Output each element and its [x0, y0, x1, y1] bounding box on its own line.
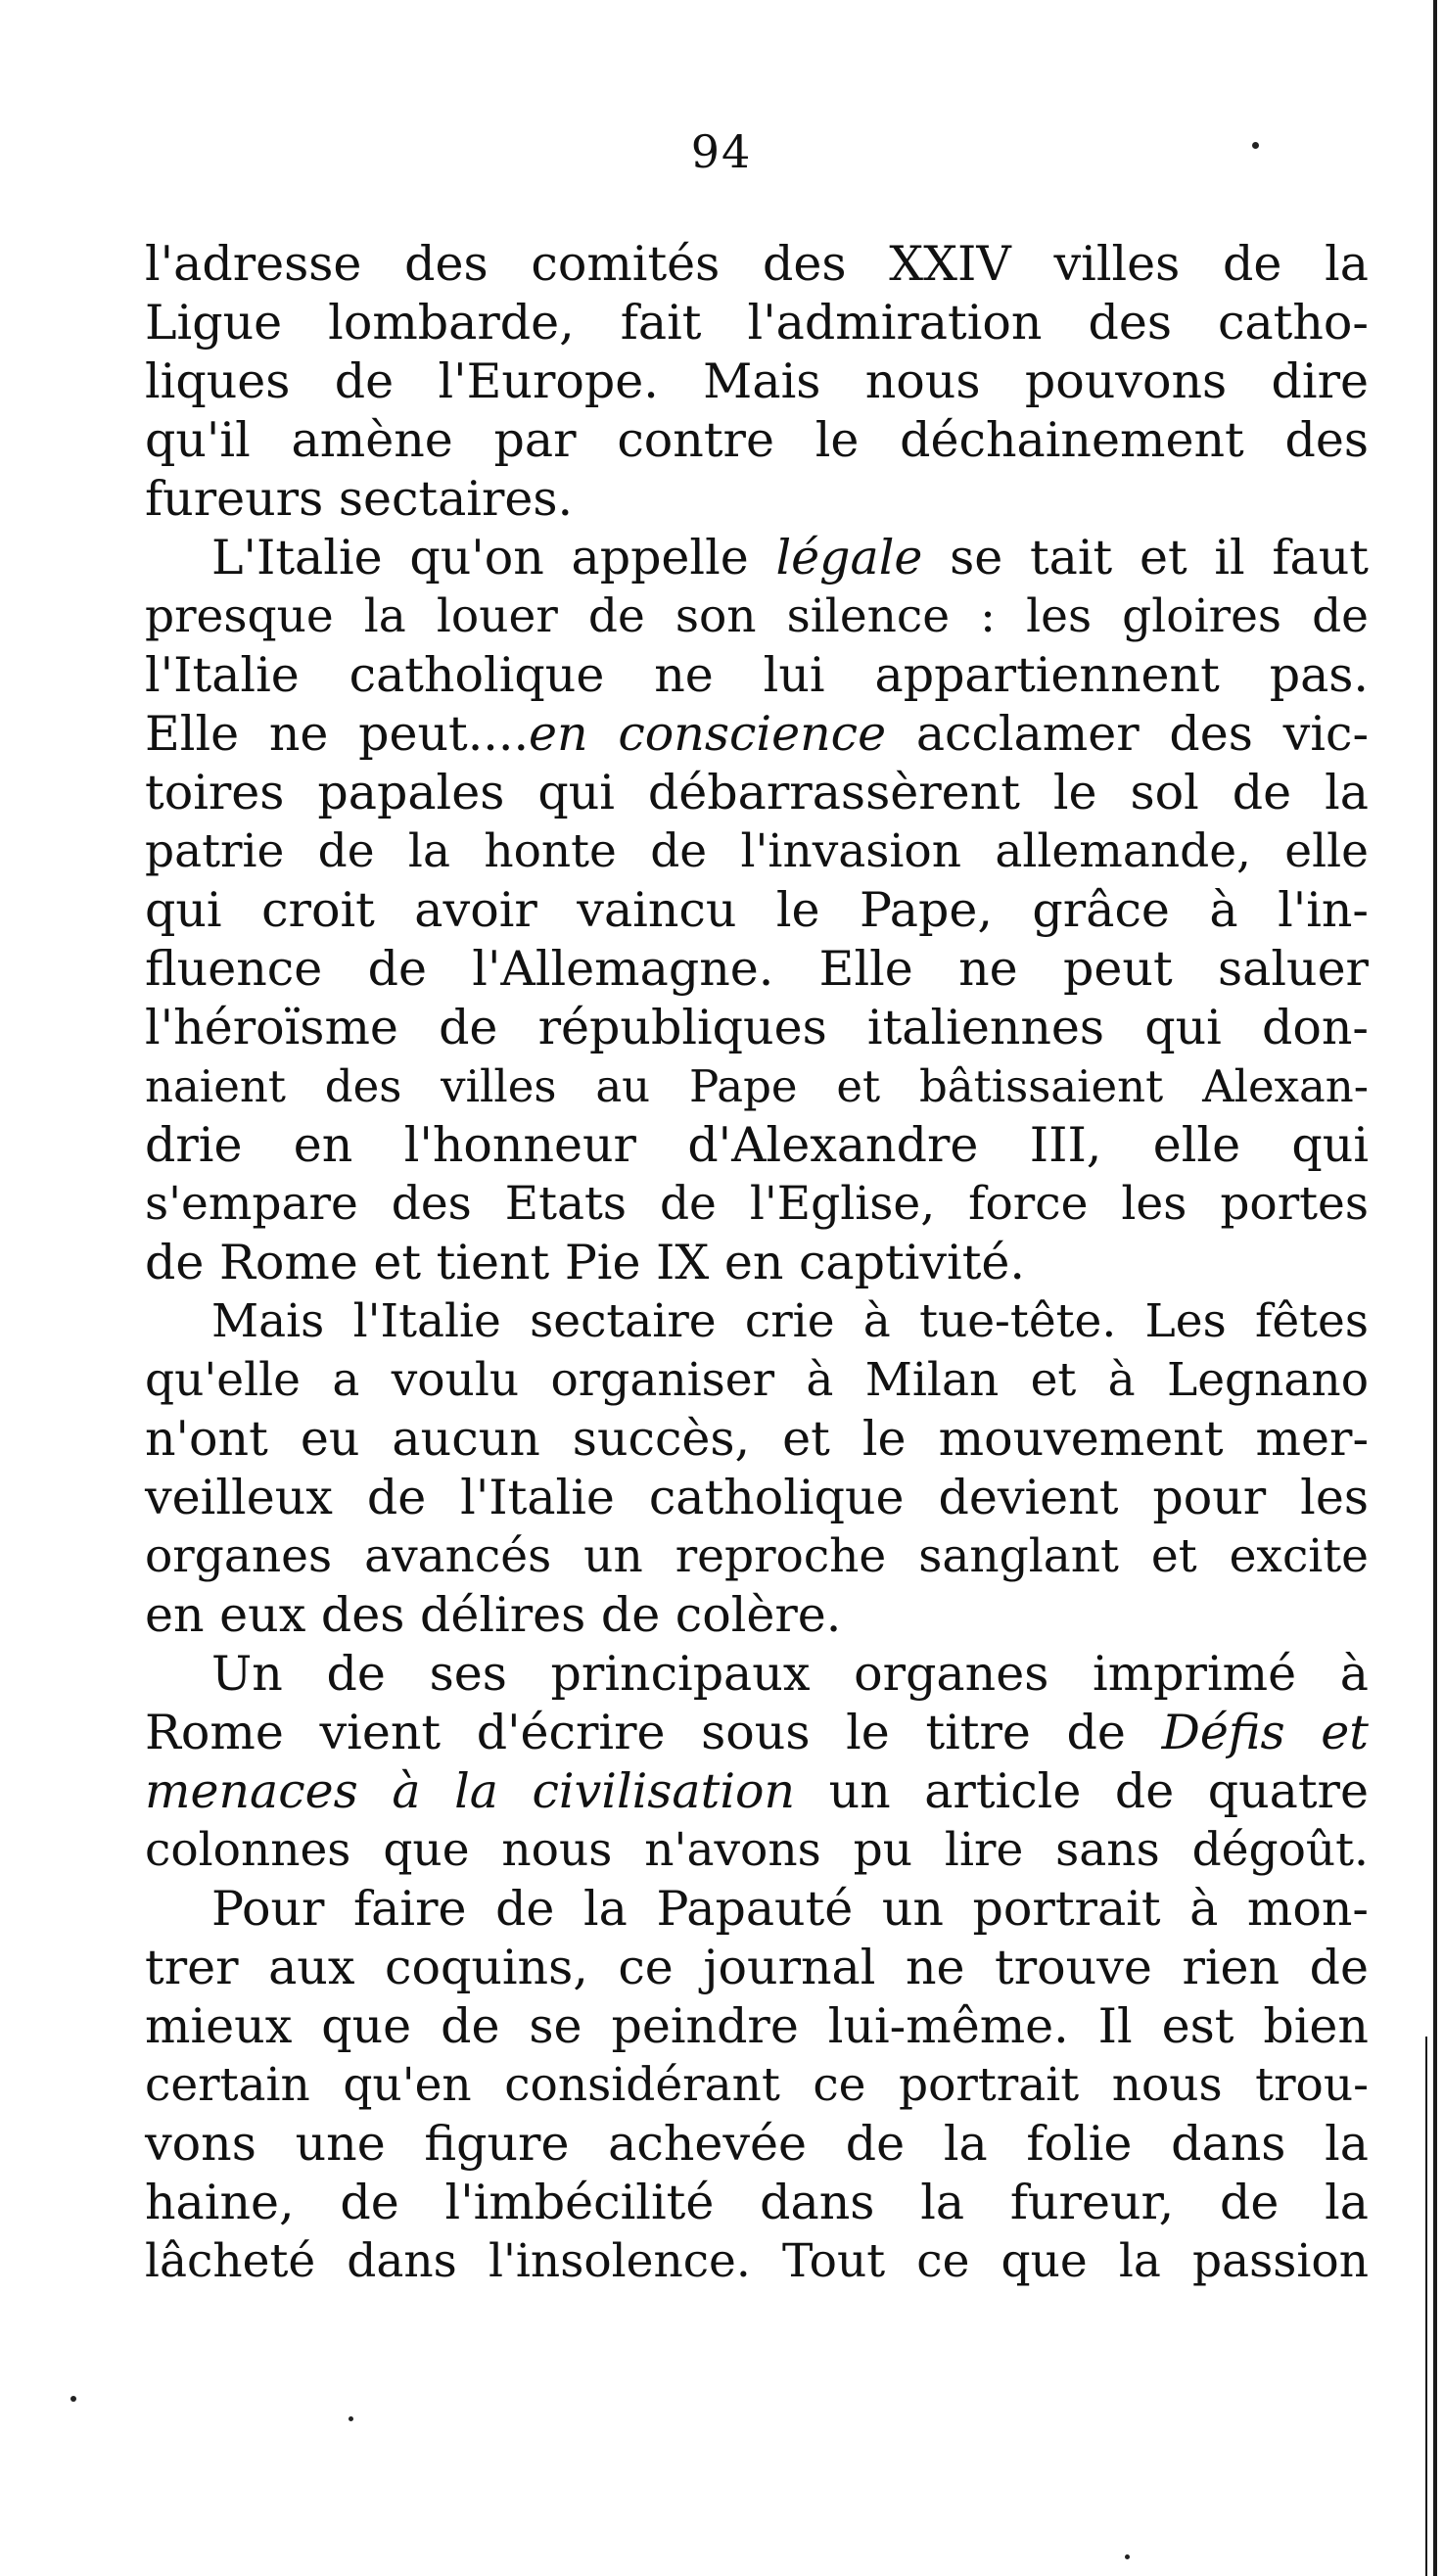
text-line: fluence de l'Allemagne. Elle ne peut saluer	[145, 941, 1369, 997]
italic-term: Défis et	[1161, 1705, 1369, 1760]
page-edge-rule	[1433, 0, 1437, 2576]
text-line: L'Italie qu'on appelle légale se tait et il faut	[211, 530, 1369, 585]
text-line: vons une figure achevée de la folie dans la	[145, 2116, 1369, 2172]
text-line: lâcheté dans l'insolence. Tout ce que la passion	[145, 2234, 1369, 2288]
text-line: Rome vient d'écrire sous le titre de Défis et	[145, 1705, 1369, 1760]
body-text	[145, 235, 1369, 2291]
italic-term: légale	[775, 530, 923, 585]
scan-speck	[349, 2416, 353, 2421]
italic-term: menaces à la civilisation	[145, 1763, 796, 1819]
text-line: naient des villes au Pape et bâtissaient Alexan-	[145, 1060, 1369, 1112]
scan-speck	[1125, 2554, 1130, 2559]
text-line: Pour faire de la Papauté un portrait à mon-	[211, 1881, 1369, 1937]
text-line: mieux que de se peindre lui-même. Il est bien	[145, 1998, 1369, 2054]
text-line: drie en l'honneur d'Alexandre III, elle qui	[145, 1117, 1369, 1173]
text-line: qui croit avoir vaincu le Pape, grâce à l'in-	[145, 882, 1369, 938]
text-line: Un de ses principaux organes imprimé à	[211, 1646, 1369, 1702]
text-line: presque la louer de son silence : les gloires de	[145, 589, 1369, 643]
text-line: certain qu'en considérant ce portrait nous trou-	[145, 2058, 1369, 2112]
page-edge-rule	[1425, 2037, 1427, 2576]
text-line: en eux des délires de colère.	[145, 1587, 842, 1643]
text-line: l'adresse des comités des XXIV villes de la	[145, 236, 1369, 292]
text-line: patrie de la honte de l'invasion allemande, elle	[145, 824, 1369, 878]
text-line: Ligue lombarde, fait l'admiration des catho-	[145, 295, 1369, 351]
text-line: Elle ne peut....en conscience acclamer des vic-	[145, 706, 1370, 762]
italic-term: en conscience	[529, 706, 887, 762]
text-line: menaces à la civilisation un article de quatre	[145, 1763, 1369, 1819]
text-line: Mais l'Italie sectaire crie à tue-tête. Les fêtes	[211, 1294, 1369, 1348]
text-line: de Rome et tient Pie IX en captivité.	[145, 1235, 1025, 1290]
text-line: l'héroïsme de républiques italiennes qui don-	[145, 1000, 1369, 1055]
text-line: organes avancés un reproche sanglant et excite	[145, 1529, 1369, 1583]
text-line: liques de l'Europe. Mais nous pouvons dire	[145, 353, 1369, 409]
text-line: toires papales qui débarrassèrent le sol de la	[145, 765, 1369, 820]
text-line: colonnes que nous n'avons pu lire sans dégoût.	[145, 1823, 1369, 1877]
text-line: haine, de l'imbécilité dans la fureur, de la	[145, 2175, 1369, 2230]
page-number: 94	[690, 125, 753, 178]
text-line: l'Italie catholique ne lui appartiennent pas.	[145, 647, 1369, 703]
scan-speck	[1252, 142, 1259, 149]
text-line: trer aux coquins, ce journal ne trouve rien de	[145, 1940, 1369, 1995]
text-line: s'empare des Etats de l'Eglise, force les portes	[145, 1177, 1369, 1231]
text-line: qu'elle a voulu organiser à Milan et à Legnano	[145, 1353, 1369, 1407]
text-line: n'ont eu aucun succès, et le mouvement mer-	[145, 1411, 1369, 1467]
text-line: veilleux de l'Italie catholique devient pour les	[145, 1470, 1369, 1525]
text-line: fureurs sectaires.	[145, 471, 574, 527]
text-line: qu'il amène par contre le déchainement des	[145, 412, 1369, 468]
scan-speck	[70, 2396, 76, 2402]
